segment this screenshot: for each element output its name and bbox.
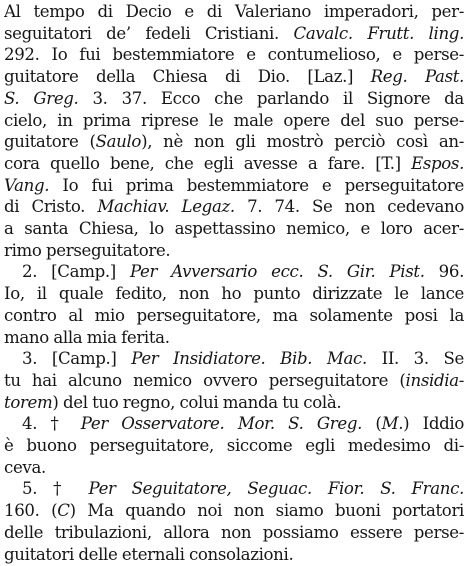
text-segment: contro al mio perseguitatore, ma solamente posi la <box>4 305 464 325</box>
italic-text: Per Seguitatore, Seguac. Fior. S. Franc. <box>88 479 464 499</box>
text-line <box>22 261 464 283</box>
text-segment: ) Iddio <box>403 414 464 434</box>
text-segment: ), nè non gli mostrò perciò così an- <box>141 132 464 152</box>
text-line <box>4 1 464 23</box>
text-segment: Io fui prima bestemmiatore e perseguitatore <box>49 175 464 195</box>
text-line <box>4 327 464 349</box>
text-segment: seguitatori de’ fedeli Cristiani. <box>4 23 294 43</box>
text-segment: delle tribulazioni, allora non possiamo essere perse- <box>4 522 464 542</box>
text-line <box>4 66 464 88</box>
text-line <box>4 175 464 197</box>
italic-text: S. Greg. <box>4 88 79 108</box>
text-line <box>4 435 464 457</box>
italic-text: Cavalc. Frutt. ling. <box>293 23 464 43</box>
text-segment: tu hai alcuno nemico ovvero perseguitatore ( <box>4 370 406 390</box>
text-line <box>22 478 464 500</box>
italic-text: Saulo <box>95 132 142 152</box>
italic-text: torem <box>4 392 53 412</box>
text-segment: 96. <box>424 262 464 282</box>
text-line <box>4 131 464 153</box>
text-line <box>4 88 464 110</box>
text-segment: ( <box>362 414 382 434</box>
text-segment: di Cristo. <box>4 197 98 217</box>
italic-text: Vang. <box>4 175 50 195</box>
text-line <box>4 196 464 218</box>
text-segment: guitatore ( <box>4 132 96 152</box>
text-line <box>4 522 464 544</box>
text-segment: 5. † <box>22 479 89 499</box>
text-segment: 3. 37. Ecco che parlando il Signore da <box>78 88 464 108</box>
text-segment: è buono perseguitatore, siccome egli medesimo di- <box>4 436 464 455</box>
text-segment: guitatori delle eternali consolazioni. <box>4 544 294 564</box>
text-segment: cora quello bene, che egli avesse a fare. [T.] <box>4 153 412 173</box>
text-segment: 2. [Camp.] <box>22 262 130 282</box>
text-line <box>4 283 464 305</box>
italic-text: Machiav. Legaz. <box>97 197 235 217</box>
text-segment: 7. 74. Se non cedevano <box>234 197 464 217</box>
text-segment: 3. [Camp.] <box>22 349 132 369</box>
text-segment: a santa Chiesa, lo aspettassino nemico, e loro acer- <box>4 219 464 238</box>
italic-text: Per Avversario ecc. S. Gir. Pist. <box>129 262 425 282</box>
italic-text: Per Osservatore. Mor. S. Greg. <box>80 414 363 434</box>
italic-text: Espos. <box>411 153 464 173</box>
italic-text: M. <box>381 414 404 434</box>
text-segment: 160. ( <box>4 501 58 521</box>
text-line <box>22 413 464 435</box>
text-line <box>4 392 464 414</box>
italic-text: Reg. Past. <box>370 67 464 87</box>
text-line <box>4 457 464 479</box>
text-segment: ceva. <box>4 457 46 477</box>
text-line <box>4 500 464 522</box>
text-line <box>4 153 464 175</box>
text-segment: 4. † <box>22 414 81 434</box>
text-line <box>4 305 464 327</box>
text-line <box>4 370 464 392</box>
text-segment: cielo, in prima riprese le male opere del suo perse- <box>4 110 464 130</box>
text-segment: mano alla mia ferita. <box>4 327 170 347</box>
text-segment: Io, il quale fedito, non ho punto dirizzate le lance <box>4 284 464 304</box>
text-line <box>22 348 464 370</box>
text-segment: guitatore della Chiesa di Dio. [Laz.] <box>4 67 371 87</box>
text-segment: Al tempo di Decio e di Valeriano imperadori, per- <box>4 2 464 21</box>
text-segment: 292. Io fui bestemmiatore e contumelioso, e perse- <box>4 45 464 65</box>
text-line <box>4 23 464 45</box>
text-line <box>4 110 464 132</box>
text-line <box>4 218 464 240</box>
text-segment: ) Ma quando noi non siamo buoni portatori <box>69 501 464 521</box>
italic-text: insidia- <box>405 370 464 390</box>
italic-text: Per Insidiatore. Bib. Mac. <box>131 349 367 369</box>
text-line <box>4 240 464 262</box>
text-line <box>4 44 464 66</box>
text-segment: II. 3. Se <box>366 349 464 369</box>
text-segment: ) del tuo regno, colui manda tu colà. <box>52 392 342 412</box>
italic-text: C <box>57 501 70 521</box>
text-segment: rimo perseguitatore. <box>4 240 171 260</box>
